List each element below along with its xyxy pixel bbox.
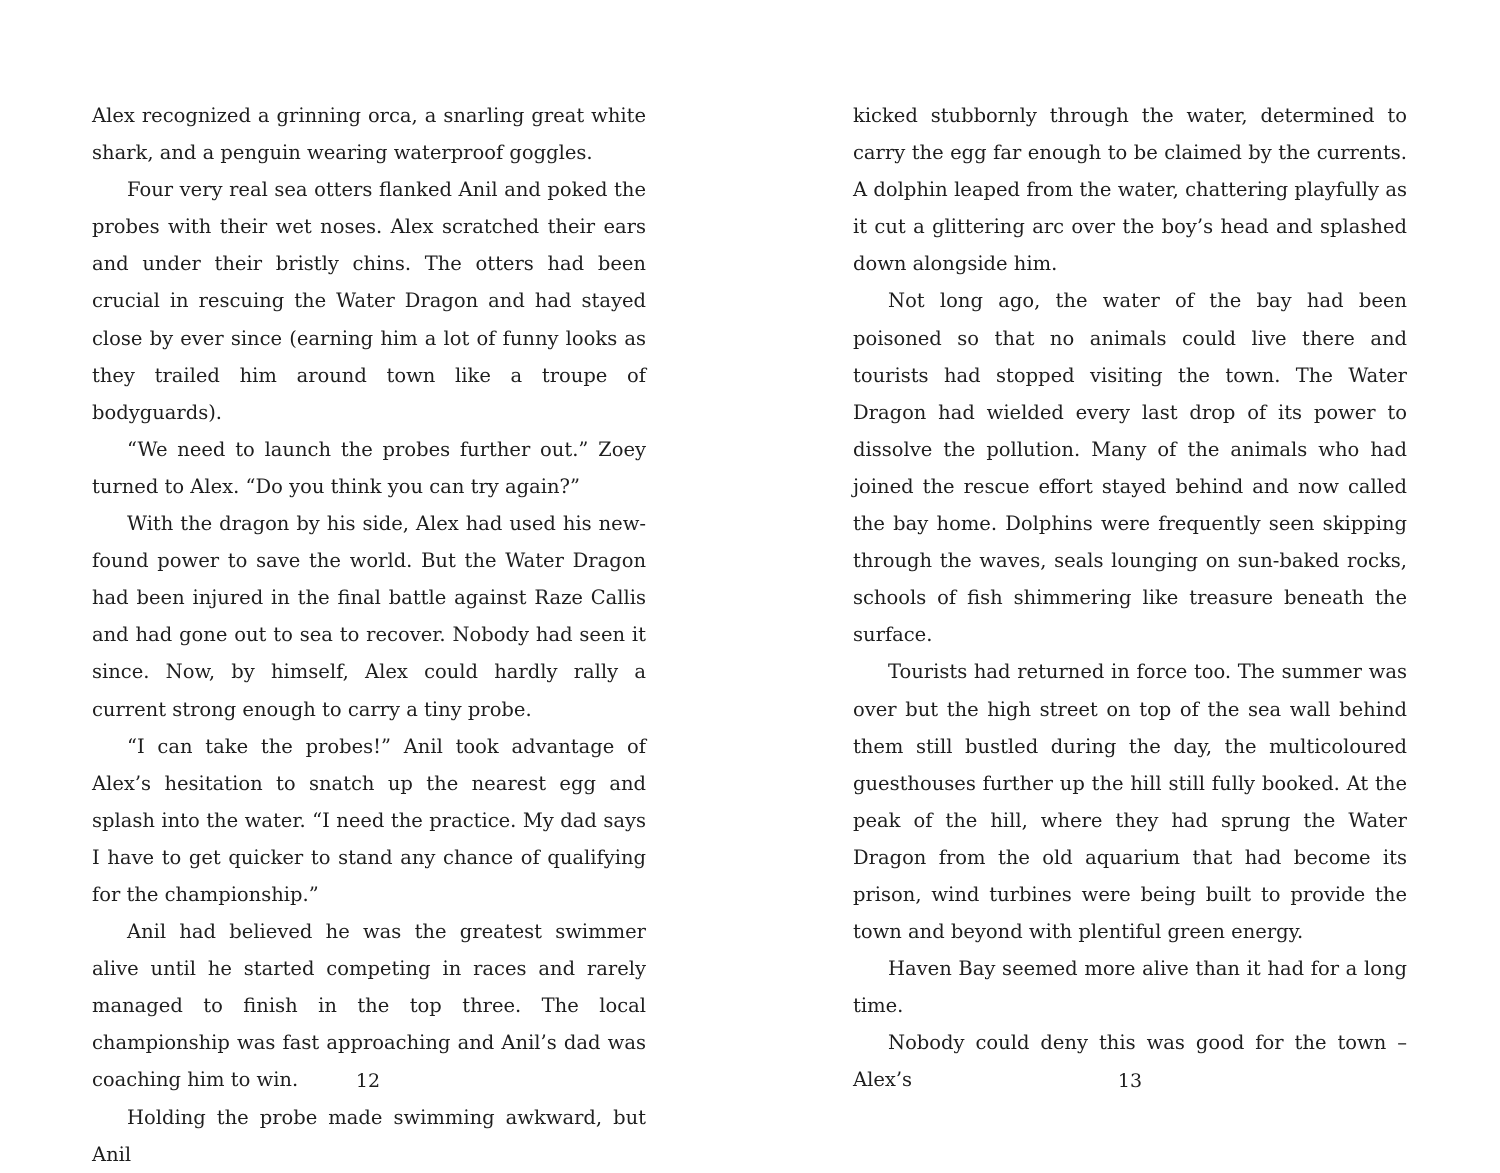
paragraph: Haven Bay seemed more alive than it had for a long time.	[853, 957, 1407, 1018]
page-number-right: 13	[1117, 1070, 1143, 1092]
paragraph: Tourists had returned in force too. The summer was over but the high street on top of the sea wall behind them still bustled during the day, the multicoloured guesthouses further up the hill still fully booked. At the peak of the hill, where they had sprung the Water Dragon from the old aquarium that had become its prison, wind turbines were being built to provide the town and beyond with plentiful green energy.	[853, 660, 1407, 944]
page-number-left: 12	[355, 1070, 381, 1092]
right-page	[750, 0, 1500, 1143]
paragraph: Nobody could deny this was good for the town – Alex’s	[853, 1031, 1407, 1092]
paragraph: “I can take the probes!” Anil took advantage of Alex’s hesitation to snatch up the nearest egg and splash into the water. “I need the practice. My dad says I have to get quicker to stand any chance of qualifying for the championship.”	[92, 734, 646, 906]
paragraph: Anil had believed he was the greatest swimmer alive until he started competing in races and rarely managed to finish in the top three. The local championship was fast approaching and Anil’s dad was coaching him to win.	[92, 920, 646, 1092]
paragraph: “We need to launch the probes further out.” Zoey turned to Alex. “Do you think you can try again?”	[92, 437, 646, 498]
paragraph: Alex recognized a grinning orca, a snarling great white shark, and a penguin wearing waterproof goggles.	[92, 104, 646, 165]
paragraph: Four very real sea otters flanked Anil and poked the probes with their wet noses. Alex scratched their ears and under their bristly chins. The otters had been crucial in rescuing the Water Dragon and had stayed close by ever since (earning him a lot of funny looks as they trailed him around town like a troupe of bodyguards).	[92, 178, 646, 424]
paragraph: kicked stubbornly through the water, determined to carry the egg far enough to be claimed by the currents. A dolphin leaped from the water, chattering playfully as it cut a glittering arc over the boy’s head and splashed down alongside him.	[853, 104, 1407, 276]
paragraph: Holding the probe made swimming awkward, but Anil	[92, 1105, 646, 1166]
paragraph: With the dragon by his side, Alex had used his new-found power to save the world. But the Water Dragon had been injured in the final battle against Raze Callis and had gone out to sea to recover. Nobody had seen it since. Now, by himself, Alex could hardly rally a current strong enough to carry a tiny probe.	[92, 512, 646, 721]
paragraph: Not long ago, the water of the bay had been poisoned so that no animals could live there and tourists had stopped visiting the town. The Water Dragon had wielded every last drop of its power to dissolve the pollution. Many of the animals who had joined the rescue effort stayed behind and now called the bay home. Dolphins were frequently seen skipping through the waves, seals lounging on sun-baked rocks, schools of fish shimmering like treasure beneath the surface.	[853, 289, 1407, 647]
right-page-text	[853, 97, 1407, 1099]
left-page	[0, 0, 750, 1166]
left-page-text	[92, 97, 646, 1173]
